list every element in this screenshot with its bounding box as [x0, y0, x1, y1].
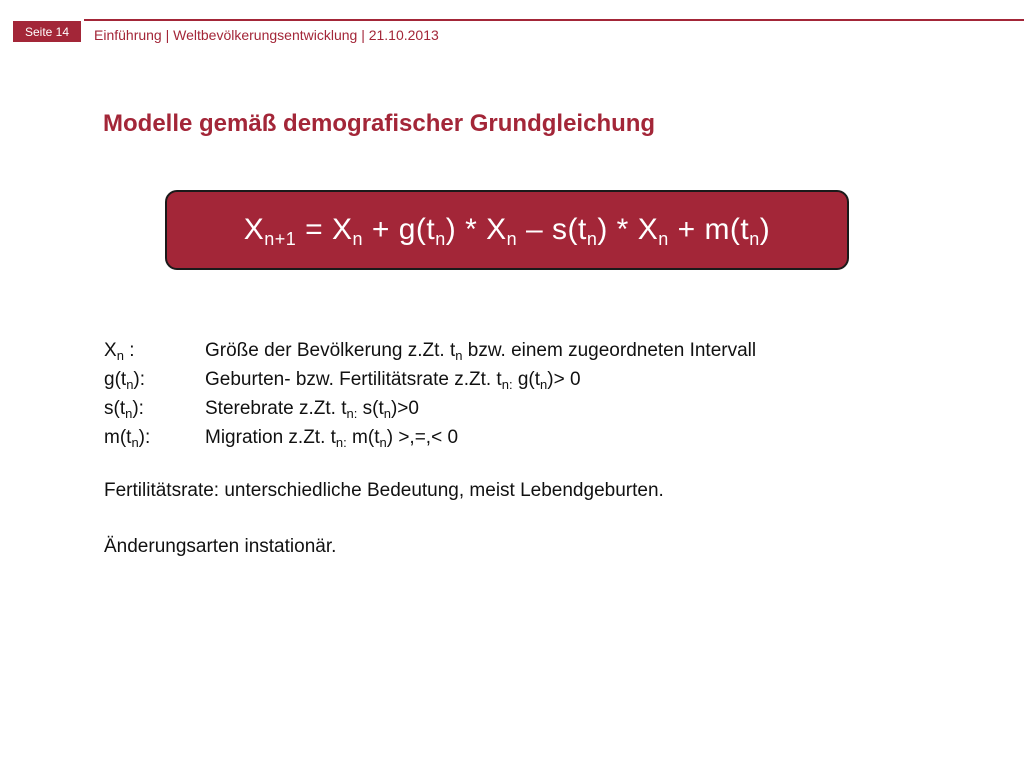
definition-term: $X_n$ :: [104, 340, 135, 363]
fertility-note: Fertilitätsrate: unterschiedliche Bedeutung, meist Lebendgeburten.: [104, 480, 664, 501]
page-number-label: Seite 14: [24, 24, 70, 39]
header-rule: [84, 19, 1024, 21]
definition-text: Migration z.Zt. $t_{n:}$ $m(t_n)$ >,=,< 0: [205, 427, 459, 450]
definitions-list: [104, 336, 904, 452]
definition-term: $s(t_n)$:: [104, 398, 144, 421]
definition-text: Größe der Bevölkerung z.Zt. $t_n$ bzw. einem zugeordneten Intervall: [205, 340, 757, 363]
definition-text: Geburten- bzw. Fertilitätsrate z.Zt. $t_{n:}$ $g(t_n)> 0$: [205, 369, 581, 392]
definition-term: $g(t_n)$:: [104, 369, 146, 392]
change-note: Änderungsarten instationär.: [104, 536, 337, 557]
formula-box: [165, 190, 849, 270]
definition-text: Sterebrate z.Zt. $t_{n:}$ $s(t_n)>0$: [205, 398, 419, 421]
definition-m: [104, 423, 904, 452]
breadcrumb: Einführung | Weltbevölkerungsentwicklung | 21.10.2013: [94, 27, 439, 43]
page-number-badge: [13, 21, 81, 42]
formula: $X_{n+1} = X_n + g(t_n) * X_n - s(t_n) * X_n + m(t_n)$: [243, 213, 771, 249]
definition-term: $m(t_n)$:: [104, 427, 151, 450]
definition-xn: [104, 336, 904, 365]
definition-s: [104, 394, 904, 423]
definition-g: [104, 365, 904, 394]
slide-title: Modelle gemäß demografischer Grundgleichung: [103, 110, 656, 137]
